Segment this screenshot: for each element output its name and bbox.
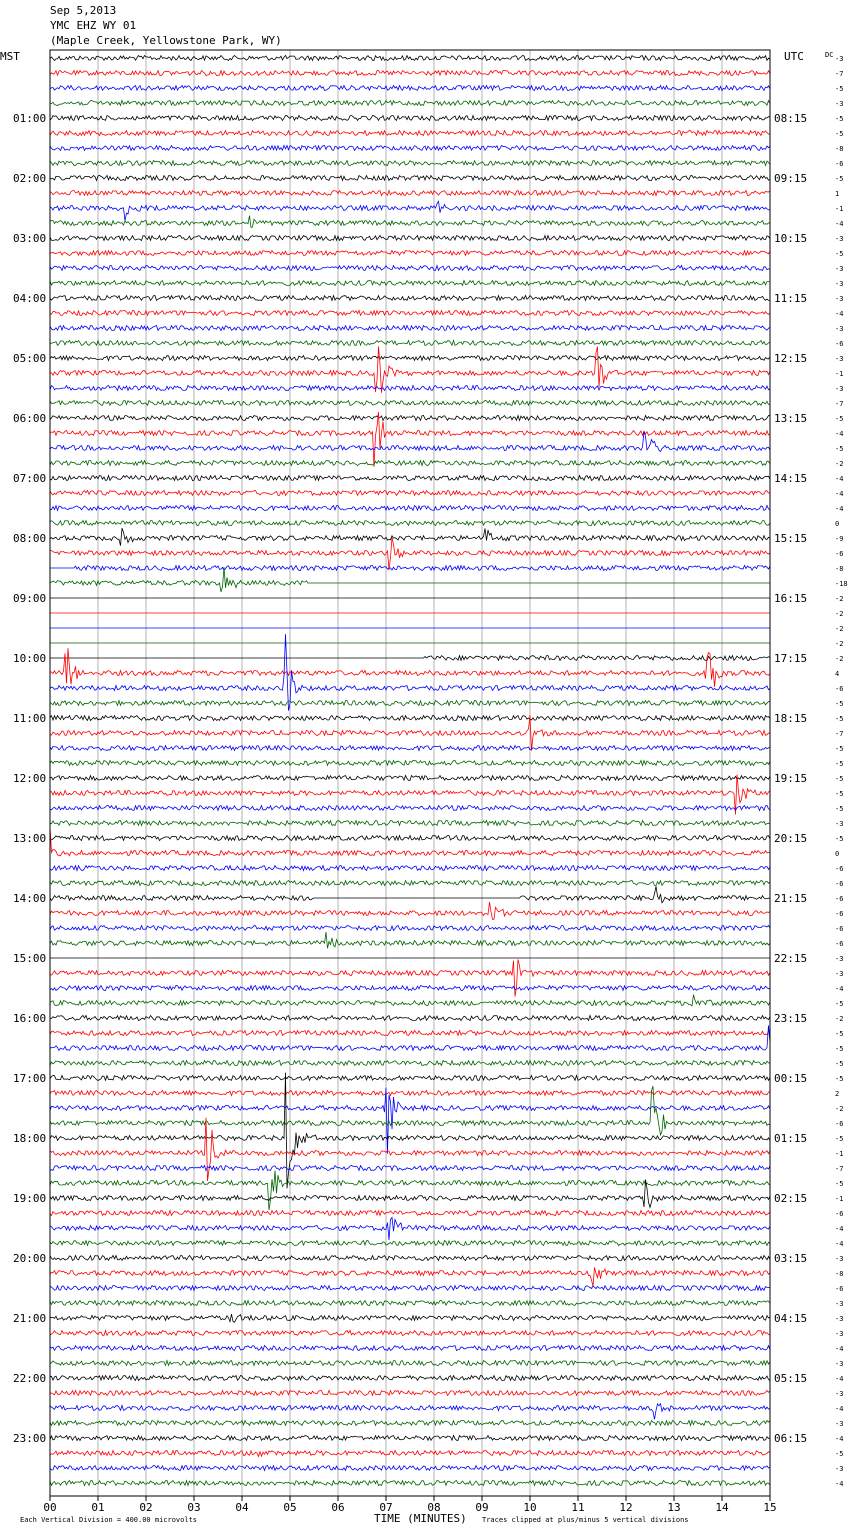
right-hour-label: 04:15 <box>774 1312 808 1325</box>
dc-offset-label: -3 <box>835 955 844 963</box>
dc-offset-label: -4 <box>835 220 844 228</box>
dc-offset-label: 0 <box>835 850 840 858</box>
trace-line <box>50 746 770 751</box>
left-hour-label: 04:00 <box>13 292 47 305</box>
trace-line <box>50 656 770 661</box>
trace-line <box>50 1025 770 1050</box>
right-hour-label: 22:15 <box>774 952 808 965</box>
x-tick-label: 14 <box>715 1501 729 1514</box>
trace-line <box>50 932 770 948</box>
trace-line <box>50 71 770 76</box>
dc-offset-label: -5 <box>835 700 844 708</box>
trace-line <box>50 1421 770 1426</box>
right-hour-label: 13:15 <box>774 412 808 425</box>
dc-offset-label: -5 <box>835 1135 844 1143</box>
left-axis-label: MST <box>0 50 20 63</box>
dc-offset-label: -3 <box>835 1315 844 1323</box>
dc-offset-label: -4 <box>835 1240 844 1248</box>
dc-offset-label: -4 <box>835 475 844 483</box>
dc-offset-label: -7 <box>835 730 844 738</box>
trace-line <box>50 412 770 467</box>
header-location: (Maple Creek, Yellowstone Park, WY) <box>50 34 282 47</box>
dc-offset-label: -1 <box>835 205 844 213</box>
dc-offset-label: -3 <box>835 295 844 303</box>
dc-offset-label: -3 <box>835 1255 844 1263</box>
right-axis-label: UTC <box>784 50 804 63</box>
dc-offset-label: -5 <box>835 790 844 798</box>
right-hour-label: 05:15 <box>774 1372 808 1385</box>
dc-offset-label: -5 <box>835 445 844 453</box>
x-tick-label: 09 <box>475 1501 489 1514</box>
x-tick-label: 01 <box>91 1501 105 1514</box>
dc-offset-label: -6 <box>835 160 844 168</box>
dc-offset-label: -3 <box>835 1390 844 1398</box>
trace-line <box>50 56 770 61</box>
trace-line <box>50 101 770 106</box>
dc-offset-label: -6 <box>835 550 844 558</box>
trace-line <box>50 1331 770 1336</box>
left-hour-label: 05:00 <box>13 352 47 365</box>
dc-offset-label: -4 <box>835 1435 844 1443</box>
trace-line <box>50 827 770 856</box>
dc-offset-label: -5 <box>835 760 844 768</box>
dc-offset-label: -2 <box>835 460 844 468</box>
dc-offset-label: -3 <box>835 355 844 363</box>
dc-offset-label: -5 <box>835 175 844 183</box>
dc-offset-label: -5 <box>835 1060 844 1068</box>
x-tick-label: 04 <box>235 1501 249 1514</box>
dc-offset-label: -6 <box>835 910 844 918</box>
left-hour-label: 19:00 <box>13 1192 47 1205</box>
dc-offset-label: -3 <box>835 1465 844 1473</box>
dc-offset-label: -3 <box>835 235 844 243</box>
trace-line <box>50 1361 770 1366</box>
right-hour-label: 02:15 <box>774 1192 808 1205</box>
dc-offset-label: -3 <box>835 1360 844 1368</box>
trace-line <box>50 806 770 811</box>
x-tick-label: 03 <box>187 1501 201 1514</box>
left-hour-label: 17:00 <box>13 1072 47 1085</box>
dc-offset-label: -5 <box>835 415 844 423</box>
dc-offset-label: -3 <box>835 55 844 63</box>
dc-offset-label: -18 <box>835 580 848 588</box>
trace-group <box>50 56 770 1486</box>
trace-line <box>50 1376 770 1381</box>
trace-line <box>50 716 770 721</box>
trace-line <box>50 86 770 91</box>
trace-line <box>50 401 770 406</box>
footer-clip-note: Traces clipped at plus/minus 5 vertical divisions <box>482 1516 689 1524</box>
trace-line <box>50 311 770 316</box>
header-station: YMC EHZ WY 01 <box>50 19 137 32</box>
x-tick-label: 11 <box>571 1501 585 1514</box>
trace-line <box>50 491 770 496</box>
trace-line <box>50 1217 770 1240</box>
dc-offset-label: -5 <box>835 115 844 123</box>
trace-line <box>50 701 770 706</box>
dc-label: DC <box>825 51 834 59</box>
dc-offset-label: -4 <box>835 1405 844 1413</box>
dc-offset-label: -6 <box>835 1285 844 1293</box>
dc-offset-label: -3 <box>835 1420 844 1428</box>
trace-line <box>50 476 770 481</box>
right-hour-label: 10:15 <box>774 232 808 245</box>
trace-line <box>50 986 770 991</box>
trace-line <box>50 1436 770 1441</box>
dc-offset-label: 2 <box>835 1090 840 1098</box>
x-tick-label: 08 <box>427 1501 441 1514</box>
trace-line <box>50 1091 770 1096</box>
dc-offset-label: -2 <box>835 610 844 618</box>
left-hour-label: 16:00 <box>13 1012 47 1025</box>
trace-line <box>50 521 770 526</box>
dc-offset-label: -6 <box>835 925 844 933</box>
trace-line <box>50 1466 770 1471</box>
trace-line <box>50 1267 770 1286</box>
right-hour-label: 21:15 <box>774 892 808 905</box>
dc-offset-label: -3 <box>835 280 844 288</box>
dc-offset-label: -4 <box>835 310 844 318</box>
x-tick-label: 13 <box>667 1501 681 1514</box>
dc-offset-label: -1 <box>835 1150 844 1158</box>
trace-line <box>50 356 770 361</box>
dc-offset-label: -7 <box>835 1165 844 1173</box>
left-hour-label: 13:00 <box>13 832 47 845</box>
right-hour-label: 08:15 <box>774 112 808 125</box>
dc-offset-label: -3 <box>835 970 844 978</box>
left-hour-label: 11:00 <box>13 712 47 725</box>
x-tick-label: 06 <box>331 1501 345 1514</box>
dc-offset-label: -4 <box>835 1480 844 1488</box>
trace-line <box>50 528 770 546</box>
trace-line <box>50 567 770 592</box>
dc-offset-label: -3 <box>835 1300 844 1308</box>
dc-offset-label: -6 <box>835 895 844 903</box>
header-date: Sep 5,2013 <box>50 4 117 17</box>
dc-offset-label: -6 <box>835 1120 844 1128</box>
trace-line <box>50 1211 770 1216</box>
trace-line <box>50 251 770 256</box>
left-hour-label: 22:00 <box>13 1372 47 1385</box>
left-hour-label: 07:00 <box>13 472 47 485</box>
dc-offset-label: -8 <box>835 145 844 153</box>
left-hour-label: 08:00 <box>13 532 47 545</box>
axis-labels <box>13 55 848 1514</box>
trace-line <box>50 201 770 221</box>
trace-line <box>50 1166 770 1171</box>
dc-offset-label: -6 <box>835 865 844 873</box>
dc-offset-label: -5 <box>835 1000 844 1008</box>
trace-line <box>50 761 770 766</box>
trace-line <box>50 296 770 301</box>
trace-line <box>50 146 770 151</box>
trace-line <box>50 281 770 286</box>
dc-offset-label: -9 <box>835 535 844 543</box>
trace-line <box>50 886 770 903</box>
left-hour-label: 21:00 <box>13 1312 47 1325</box>
dc-offset-label: -7 <box>835 70 844 78</box>
dc-offset-label: -8 <box>835 565 844 573</box>
dc-offset-label: 1 <box>835 190 840 198</box>
trace-line <box>50 881 770 886</box>
x-tick-label: 15 <box>763 1501 777 1514</box>
trace-line <box>50 1241 770 1246</box>
x-tick-label: 10 <box>523 1501 537 1514</box>
trace-line <box>50 1404 770 1420</box>
trace-line <box>50 416 770 421</box>
x-tick-label: 00 <box>43 1501 57 1514</box>
right-hour-label: 19:15 <box>774 772 808 785</box>
trace-line <box>50 266 770 271</box>
trace-line <box>50 1451 770 1457</box>
plot-frame <box>50 50 770 1496</box>
dc-offset-label: -4 <box>835 1345 844 1353</box>
dc-offset-label: -6 <box>835 685 844 693</box>
right-hour-label: 23:15 <box>774 1012 808 1025</box>
x-axis-title: TIME (MINUTES) <box>374 1512 467 1525</box>
dc-offset-label: -4 <box>835 490 844 498</box>
trace-line <box>50 236 770 241</box>
left-hour-label: 10:00 <box>13 652 47 665</box>
trace-line <box>50 1314 770 1322</box>
dc-offset-label: -3 <box>835 1330 844 1338</box>
left-hour-label: 14:00 <box>13 892 47 905</box>
dc-offset-label: -5 <box>835 250 844 258</box>
dc-offset-label: -2 <box>835 640 844 648</box>
x-tick-label: 12 <box>619 1501 633 1514</box>
trace-line <box>50 1031 770 1036</box>
trace-line <box>50 1016 770 1021</box>
dc-offset-label: -5 <box>835 1450 844 1458</box>
trace-line <box>50 386 770 391</box>
right-hour-label: 16:15 <box>774 592 808 605</box>
dc-offset-label: -6 <box>835 940 844 948</box>
trace-line <box>50 1171 770 1211</box>
right-hour-label: 00:15 <box>774 1072 808 1085</box>
right-hour-label: 14:15 <box>774 472 808 485</box>
dc-offset-label: -3 <box>835 265 844 273</box>
x-tick-label: 07 <box>379 1501 393 1514</box>
left-hour-label: 20:00 <box>13 1252 47 1265</box>
dc-offset-label: -5 <box>835 805 844 813</box>
trace-line <box>50 161 770 166</box>
left-hour-label: 02:00 <box>13 172 47 185</box>
trace-line <box>50 341 770 346</box>
dc-offset-label: -2 <box>835 655 844 663</box>
dc-offset-label: -2 <box>835 1105 844 1113</box>
left-hour-label: 23:00 <box>13 1432 47 1445</box>
dc-offset-label: -3 <box>835 325 844 333</box>
trace-line <box>50 116 770 121</box>
dc-offset-label: 4 <box>835 670 840 678</box>
dc-offset-label: -4 <box>835 985 844 993</box>
dc-offset-label: -5 <box>835 130 844 138</box>
trace-line <box>50 902 770 919</box>
right-hour-label: 18:15 <box>774 712 808 725</box>
dc-offset-label: -6 <box>835 340 844 348</box>
left-hour-label: 06:00 <box>13 412 47 425</box>
right-hour-label: 20:15 <box>774 832 808 845</box>
trace-line <box>50 191 770 196</box>
dc-offset-label: -2 <box>835 1015 844 1023</box>
trace-line <box>50 1301 770 1306</box>
dc-offset-label: -5 <box>835 715 844 723</box>
left-hour-label: 03:00 <box>13 232 47 245</box>
trace-line <box>50 506 770 511</box>
dc-offset-label: -3 <box>835 820 844 828</box>
right-hour-label: 01:15 <box>774 1132 808 1145</box>
dc-offset-label: -5 <box>835 1075 844 1083</box>
right-hour-label: 11:15 <box>774 292 808 305</box>
trace-line <box>50 566 770 571</box>
trace-line <box>50 1256 770 1261</box>
trace-line <box>50 960 770 997</box>
dc-offset-label: -4 <box>835 1225 844 1233</box>
trace-line <box>50 776 770 781</box>
trace-line <box>50 1391 770 1396</box>
dc-offset-label: -6 <box>835 1210 844 1218</box>
trace-line <box>50 216 770 228</box>
left-hour-label: 18:00 <box>13 1132 47 1145</box>
trace-line <box>50 1076 770 1081</box>
trace-line <box>50 1286 770 1291</box>
dc-offset-label: -6 <box>835 880 844 888</box>
right-hour-label: 17:15 <box>774 652 808 665</box>
footer-vertical-division: Each Vertical Division = 400.00 microvolts <box>20 1516 198 1524</box>
dc-offset-label: -3 <box>835 100 844 108</box>
trace-line <box>50 538 770 571</box>
right-hour-label: 09:15 <box>774 172 808 185</box>
dc-offset-label: -5 <box>835 835 844 843</box>
trace-line <box>50 1061 770 1066</box>
right-hour-label: 15:15 <box>774 532 808 545</box>
dc-offset-label: -3 <box>835 385 844 393</box>
left-hour-label: 15:00 <box>13 952 47 965</box>
trace-line <box>50 131 770 136</box>
left-hour-label: 01:00 <box>13 112 47 125</box>
right-hour-label: 06:15 <box>774 1432 808 1445</box>
dc-offset-label: -2 <box>835 625 844 633</box>
dc-offset-label: 0 <box>835 520 840 528</box>
dc-offset-label: -4 <box>835 430 844 438</box>
dc-offset-label: -8 <box>835 1270 844 1278</box>
dc-offset-label: -5 <box>835 745 844 753</box>
dc-offset-label: -2 <box>835 595 844 603</box>
dc-offset-label: -4 <box>835 505 844 513</box>
trace-line <box>50 821 770 826</box>
right-hour-label: 12:15 <box>774 352 808 365</box>
left-hour-label: 09:00 <box>13 592 47 605</box>
x-tick-label: 05 <box>283 1501 297 1514</box>
trace-line <box>50 926 770 931</box>
trace-line <box>50 995 770 1006</box>
trace-line <box>50 326 770 331</box>
dc-offset-label: -7 <box>835 400 844 408</box>
dc-offset-label: -5 <box>835 775 844 783</box>
left-hour-label: 12:00 <box>13 772 47 785</box>
trace-line <box>50 346 770 392</box>
x-tick-label: 02 <box>139 1501 153 1514</box>
trace-line <box>50 648 770 687</box>
trace-line <box>50 866 770 871</box>
dc-offset-label: -4 <box>835 1375 844 1383</box>
trace-line <box>50 1481 770 1486</box>
trace-line <box>50 461 770 466</box>
dc-offset-label: -5 <box>835 85 844 93</box>
dc-offset-label: -1 <box>835 370 844 378</box>
dc-offset-label: -1 <box>835 1195 844 1203</box>
trace-line <box>50 176 770 181</box>
dc-offset-label: -5 <box>835 1180 844 1188</box>
right-hour-label: 03:15 <box>774 1252 808 1265</box>
trace-line <box>50 836 770 841</box>
trace-line <box>50 1086 770 1135</box>
dc-offset-label: -5 <box>835 1030 844 1038</box>
dc-offset-label: -5 <box>835 1045 844 1053</box>
trace-line <box>50 1346 770 1351</box>
trace-line <box>50 1088 770 1154</box>
